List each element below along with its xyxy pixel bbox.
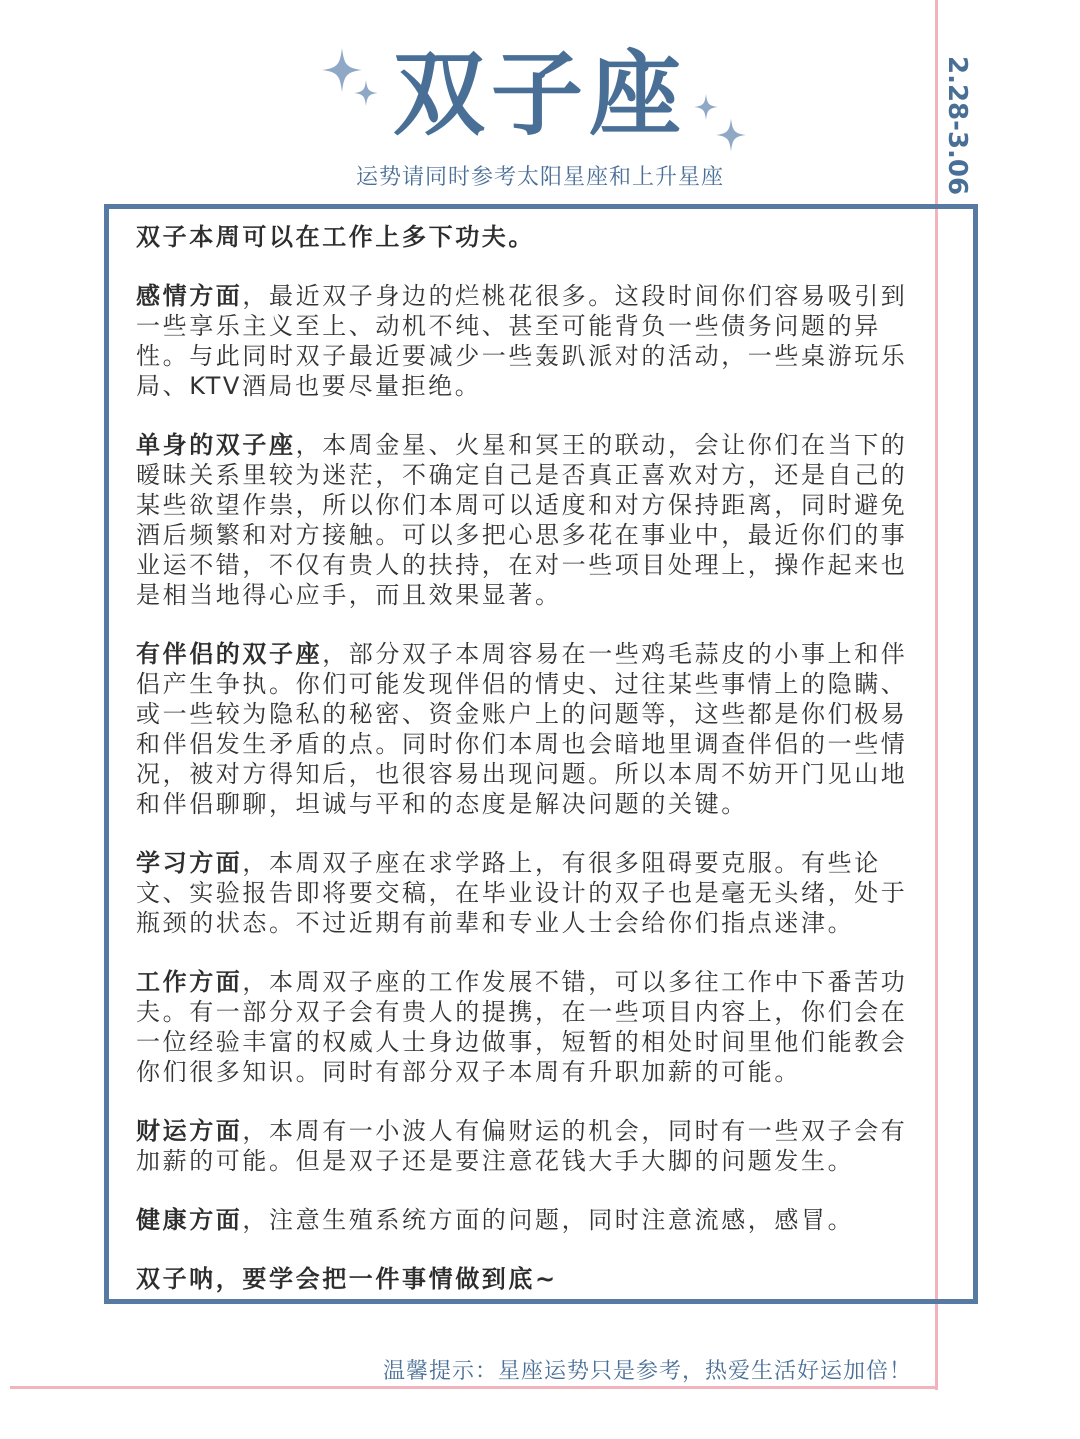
section-health xyxy=(136,1205,916,1235)
section-partnered xyxy=(136,639,916,819)
section-heading: 感情方面 xyxy=(136,282,243,310)
footer-tip: 温馨提示：星座运势只是参考，热爱生活好运加倍！ xyxy=(382,1359,912,1384)
section-love xyxy=(136,281,916,401)
subtitle: 运势请同时参考太阳星座和上升星座 xyxy=(355,165,724,190)
section-text: ，本周双子座的工作发展不错，可以多往工作中下番苦功夫。有一部分双子会有贵人的提携，在一些项目内容上，你们会在一位经验丰富的权威人士身边做事，短暂的相处时间里他们能教会你们很多知识。同时有部分双子本周有升职加薪的可能。 xyxy=(136,968,908,1086)
section-text: ，本周双子座在求学路上，有很多阻碍要克服。有些论文、实验报告即将要交稿，在毕业设计的双子也是毫无头绪，处于瓶颈的状态。不过近期有前辈和专业人士会给你们指点迷津。 xyxy=(136,849,908,937)
section-text: ，部分双子本周容易在一些鸡毛蒜皮的小事上和伴侣产生争执。你们可能发现伴侣的情史、过往某些事情上的隐瞒、或一些较为隐私的秘密、资金账户上的问题等，这些都是你们极易和伴侣发生矛盾的点。同时你们本周也会暗地里调查伴侣的一些情况，被对方得知后，也很容易出现问题。所以本周不妨开门见山地和伴侣聊聊，坦诚与平和的态度是解决问题的关键。 xyxy=(136,640,908,818)
article-body xyxy=(136,222,916,1323)
section-work xyxy=(136,967,916,1087)
section-single xyxy=(136,430,916,610)
section-text: ，本周有一小波人有偏财运的机会，同时有一些双子会有加薪的可能。但是双子还是要注意花钱大手大脚的问题发生。 xyxy=(136,1117,908,1175)
intro-paragraph: 双子本周可以在工作上多下功夫。 xyxy=(136,223,535,251)
page-title: 双子座 xyxy=(392,41,687,148)
section-heading: 有伴侣的双子座 xyxy=(136,640,323,668)
section-text: ，最近双子身边的烂桃花很多。这段时间你们容易吸引到一些享乐主义至上、动机不纯、甚至可能背负一些债务问题的异性。与此同时双子最近要减少一些轰趴派对的活动，一些桌游玩乐局、KTV酒局也要尽量拒绝。 xyxy=(136,282,908,400)
section-heading: 学习方面 xyxy=(136,849,243,877)
section-text: ，注意生殖系统方面的问题，同时注意流感，感冒。 xyxy=(242,1206,855,1234)
section-heading: 健康方面 xyxy=(136,1206,243,1234)
section-wealth xyxy=(136,1116,916,1176)
date-range: 2.28-3.06 xyxy=(942,56,972,196)
closing-paragraph: 双子呐，要学会把一件事情做到底~ xyxy=(136,1265,558,1293)
section-text: ，本周金星、火星和冥王的联动，会让你们在当下的暧昧关系里较为迷茫，不确定自己是否真正喜欢对方，还是自己的某些欲望作祟，所以你们本周可以适度和对方保持距离，同时避免酒后频繁和对方接触。可以多把心思多花在事业中，最近你们的事业运不错，不仅有贵人的扶持，在对一些项目处理上，操作起来也是相当地得心应手，而且效果显著。 xyxy=(136,431,908,609)
section-study xyxy=(136,848,916,938)
section-heading: 财运方面 xyxy=(136,1117,243,1145)
section-heading: 工作方面 xyxy=(136,968,243,996)
section-heading: 单身的双子座 xyxy=(136,431,296,459)
decorative-pink-horizontal-line xyxy=(10,1386,938,1389)
